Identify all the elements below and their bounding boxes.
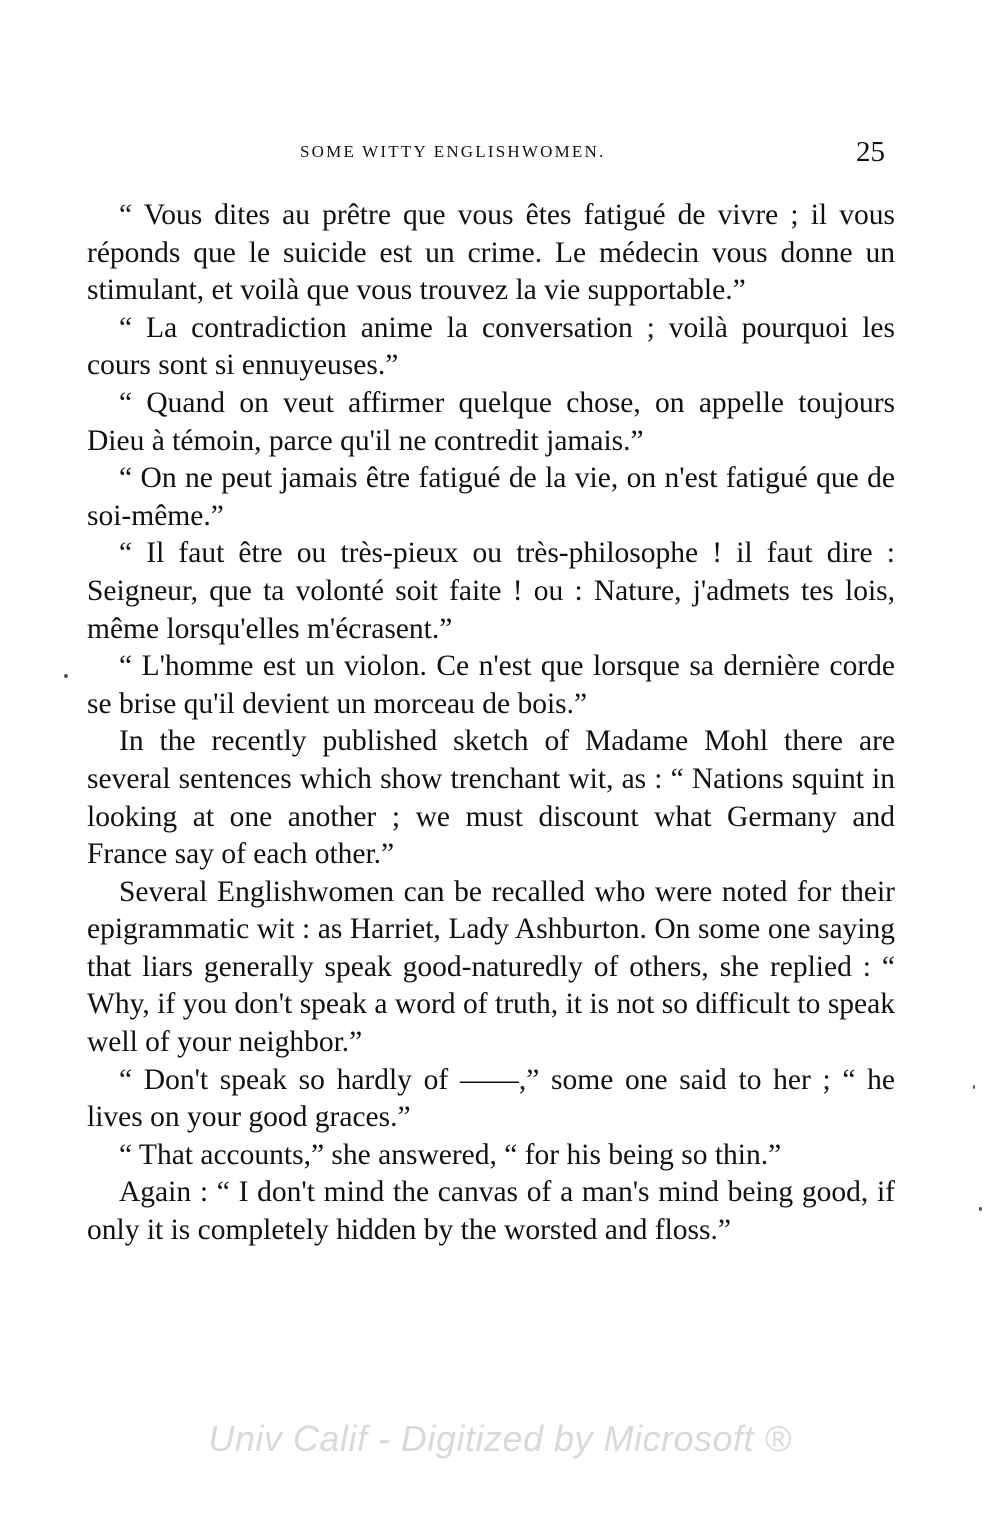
paragraph-quote-philosophe: “ Il faut être ou très-pieux ou très-philosophe ! il faut dire : Seigneur, que ta volonté soit faite ! ou : Nature, j'admets tes lois, même lorsqu'elles m'écrasent.” [87, 537, 895, 645]
paragraph-again-canvas: Again : “ I don't mind the canvas of a man's mind being good, if only it is completely hidden by the worsted and floss.” [87, 1176, 895, 1247]
paragraph-quote-fatigue: “ On ne peut jamais être fatigué de la vie, on n'est fatigué que de soi-même.” [87, 462, 895, 532]
paragraph-quote-dieu-temoin: “ Quand on veut affirmer quelque chose, on appelle toujours Dieu à témoin, parce qu'il ne contredit jamais.” [87, 386, 895, 457]
running-title: SOME WITTY ENGLISHWOMEN. [300, 142, 606, 161]
running-head [0, 136, 1000, 176]
paragraph-quote-contradiction: “ La contradiction anime la conversation ; voilà pourquoi les cours sont si ennuyeuses.” [87, 311, 895, 382]
paragraph-lady-ashburton: Several Englishwomen can be recalled who were noted for their epigrammatic wit : as Harriet, Lady Ashburton. On some one saying that liars generally speak good-naturedly of others, she replied : “ Why, if you don't speak a word of truth, it is not so difficult to speak well of your neighbor.” [87, 875, 895, 1059]
digitization-watermark: Univ Calif - Digitized by Microsoft ® [208, 1418, 792, 1459]
scan-speck [979, 1207, 982, 1211]
page-number: 25 [856, 136, 885, 168]
paragraph-that-accounts: “ That accounts,” she answered, “ for his being so thin.” [119, 1138, 782, 1171]
paragraph-quote-pretre: “ Vous dites au prêtre que vous êtes fatigué de vivre ; il vous réponds que le suicide est un crime. Le médecin vous donne un stimulant, et voilà que vous trouvez la vie supportable.” [87, 199, 895, 307]
scan-speck [973, 1085, 975, 1089]
paragraph-quote-violon: “ L'homme est un violon. Ce n'est que lorsque sa dernière corde se brise qu'il devient un morceau de bois.” [87, 650, 895, 720]
body-text [87, 197, 895, 1250]
paragraph-madame-mohl: In the recently published sketch of Madame Mohl there are several sentences which show trenchant wit, as : “ Nations squint in looking at one another ; we must discount what Germany and France say of each other.” [87, 725, 895, 871]
paragraph-dont-speak-so-hardly: “ Don't speak so hardly of ——,” some one said to her ; “ he lives on your good graces.” [87, 1063, 895, 1134]
scan-speck [64, 674, 68, 678]
